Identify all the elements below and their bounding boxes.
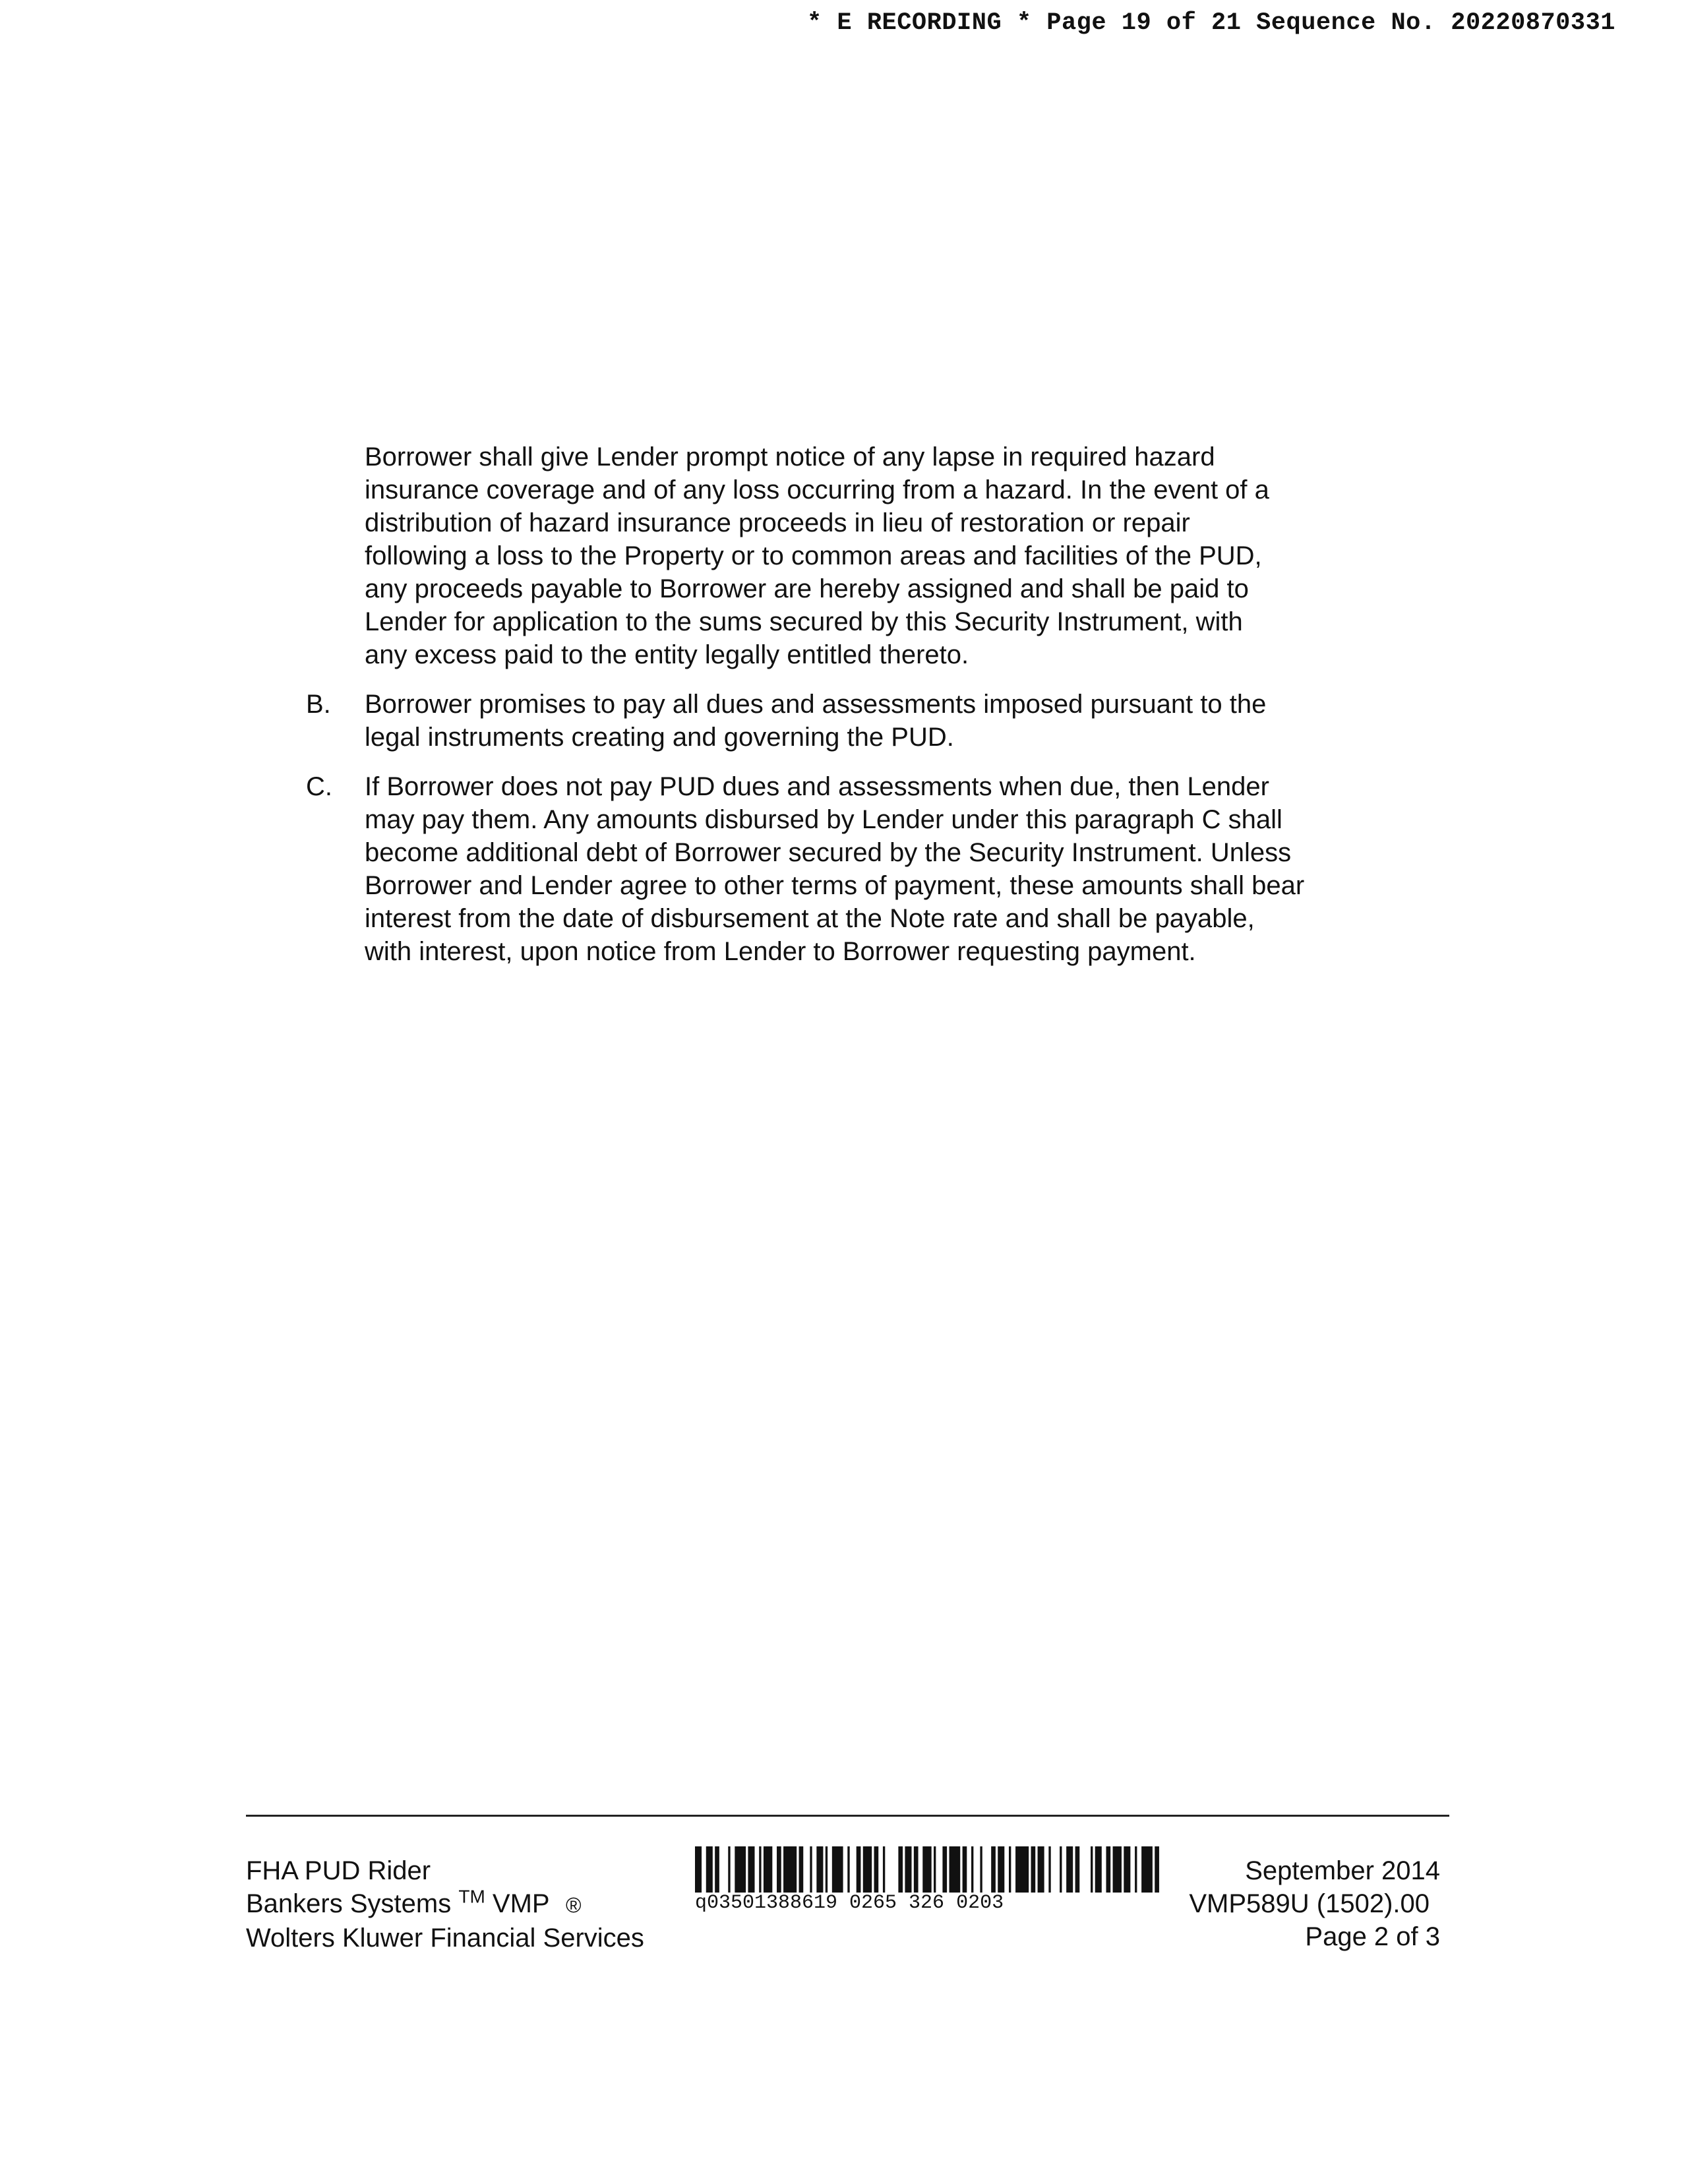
barcode-bar: [1124, 1846, 1130, 1893]
page-label: Page 2 of 3: [1305, 1922, 1440, 1951]
barcode-bar: [874, 1846, 879, 1893]
barcode-bar: [898, 1846, 903, 1893]
registered-mark: ®: [566, 1893, 582, 1917]
barcode-bar: [1015, 1846, 1029, 1893]
vendor-name: Bankers Systems: [246, 1889, 452, 1918]
clause-line: legal instruments creating and governing the PUD.: [365, 723, 954, 752]
barcode-bar: [1135, 1846, 1137, 1893]
barcode-bar: [1141, 1846, 1153, 1893]
clause-text: [365, 688, 1354, 754]
barcode-image: [695, 1846, 1166, 1893]
paragraph-line: Borrower shall give Lender prompt notice of any lapse in required hazard: [365, 442, 1215, 471]
barcode-bar: [922, 1846, 931, 1893]
barcode-bar: [783, 1846, 797, 1893]
continuation-paragraph: [365, 440, 1354, 671]
barcode-bar: [706, 1846, 713, 1893]
barcode-bar: [735, 1846, 746, 1893]
footer-left-block: [246, 1854, 644, 1955]
form-number: VMP589U (1502).00: [1189, 1889, 1430, 1918]
barcode-bar: [810, 1846, 812, 1893]
barcode-bar: [715, 1846, 719, 1893]
paragraph-line: any proceeds payable to Borrower are hereby assigned and shall be paid to: [365, 574, 1249, 603]
barcode-bar: [934, 1846, 936, 1893]
barcode-bar: [1048, 1846, 1050, 1893]
vendor-product: VMP: [492, 1889, 549, 1918]
barcode-number: q03501388619 0265 326 0203: [695, 1892, 1004, 1914]
barcode-bar: [832, 1846, 843, 1893]
barcode-bar: [1091, 1846, 1093, 1893]
clause-line: become additional debt of Borrower secured by the Security Instrument. Unless: [365, 838, 1292, 867]
clause-line: may pay them. Any amounts disbursed by Lender under this paragraph C shall: [365, 805, 1282, 834]
barcode-bar: [991, 1846, 996, 1893]
barcode-bar: [942, 1846, 947, 1893]
barcode-bar: [826, 1846, 828, 1893]
barcode-bar: [998, 1846, 1004, 1893]
barcode-bar: [1066, 1846, 1073, 1893]
footer-divider: [246, 1815, 1449, 1817]
barcode-bar: [1155, 1846, 1159, 1893]
clause-line: Borrower promises to pay all dues and assessments imposed pursuant to the: [365, 690, 1267, 719]
recording-header: * E RECORDING * Page 19 of 21 Sequence No. 20220870331: [807, 9, 1615, 37]
barcode-bar: [1009, 1846, 1011, 1893]
barcode-bar: [971, 1846, 973, 1893]
barcode-bar: [857, 1846, 861, 1893]
barcode-bar: [695, 1846, 702, 1893]
barcode-bar: [764, 1846, 772, 1893]
barcode-bar: [905, 1846, 911, 1893]
clause-marker: C.: [306, 772, 332, 801]
footer-right-block: [1189, 1854, 1440, 1953]
barcode-bar: [980, 1846, 982, 1893]
barcode-bar: [914, 1846, 919, 1893]
paragraph-line: any excess paid to the entity legally entitled thereto.: [365, 640, 969, 669]
form-date: September 2014: [1245, 1856, 1440, 1885]
clause-marker: B.: [306, 690, 331, 719]
clause-line: Borrower and Lender agree to other terms of payment, these amounts shall bear: [365, 871, 1305, 900]
paragraph-line: following a loss to the Property or to common areas and facilities of the PUD,: [365, 541, 1262, 570]
barcode-bar: [1060, 1846, 1062, 1893]
barcode-bar: [1113, 1846, 1122, 1893]
barcode-bar: [748, 1846, 754, 1893]
barcode-bar: [1031, 1846, 1036, 1893]
clause-line: with interest, upon notice from Lender to Borrower requesting payment.: [365, 937, 1196, 966]
paragraph-line: Lender for application to the sums secured by this Security Instrument, with: [365, 607, 1243, 636]
barcode-bar: [777, 1846, 781, 1893]
barcode-bar: [1038, 1846, 1044, 1893]
barcode-bar: [1095, 1846, 1102, 1893]
clause-text: [365, 770, 1354, 968]
barcode-bar: [949, 1846, 960, 1893]
clause-line: If Borrower does not pay PUD dues and assessments when due, then Lender: [365, 772, 1269, 801]
barcode-bar: [883, 1846, 885, 1893]
barcode-bar: [816, 1846, 823, 1893]
barcode-bar: [1106, 1846, 1110, 1893]
paragraph-line: distribution of hazard insurance proceeds in lieu of restoration or repair: [365, 508, 1190, 537]
barcode-bar: [799, 1846, 804, 1893]
barcode-bar: [847, 1846, 849, 1893]
barcode-bar: [1075, 1846, 1080, 1893]
barcode-bar: [759, 1846, 761, 1893]
company-name: Wolters Kluwer Financial Services: [246, 1924, 644, 1953]
clause-line: interest from the date of disbursement at the Note rate and shall be payable,: [365, 904, 1255, 933]
form-name: FHA PUD Rider: [246, 1856, 431, 1885]
vendor-line: [246, 1887, 644, 1922]
barcode-bar: [863, 1846, 872, 1893]
barcode-bar: [963, 1846, 967, 1893]
barcode-bar: [728, 1846, 730, 1893]
paragraph-line: insurance coverage and of any loss occurring from a hazard. In the event of a: [365, 475, 1269, 504]
trademark-mark: TM: [458, 1886, 485, 1907]
